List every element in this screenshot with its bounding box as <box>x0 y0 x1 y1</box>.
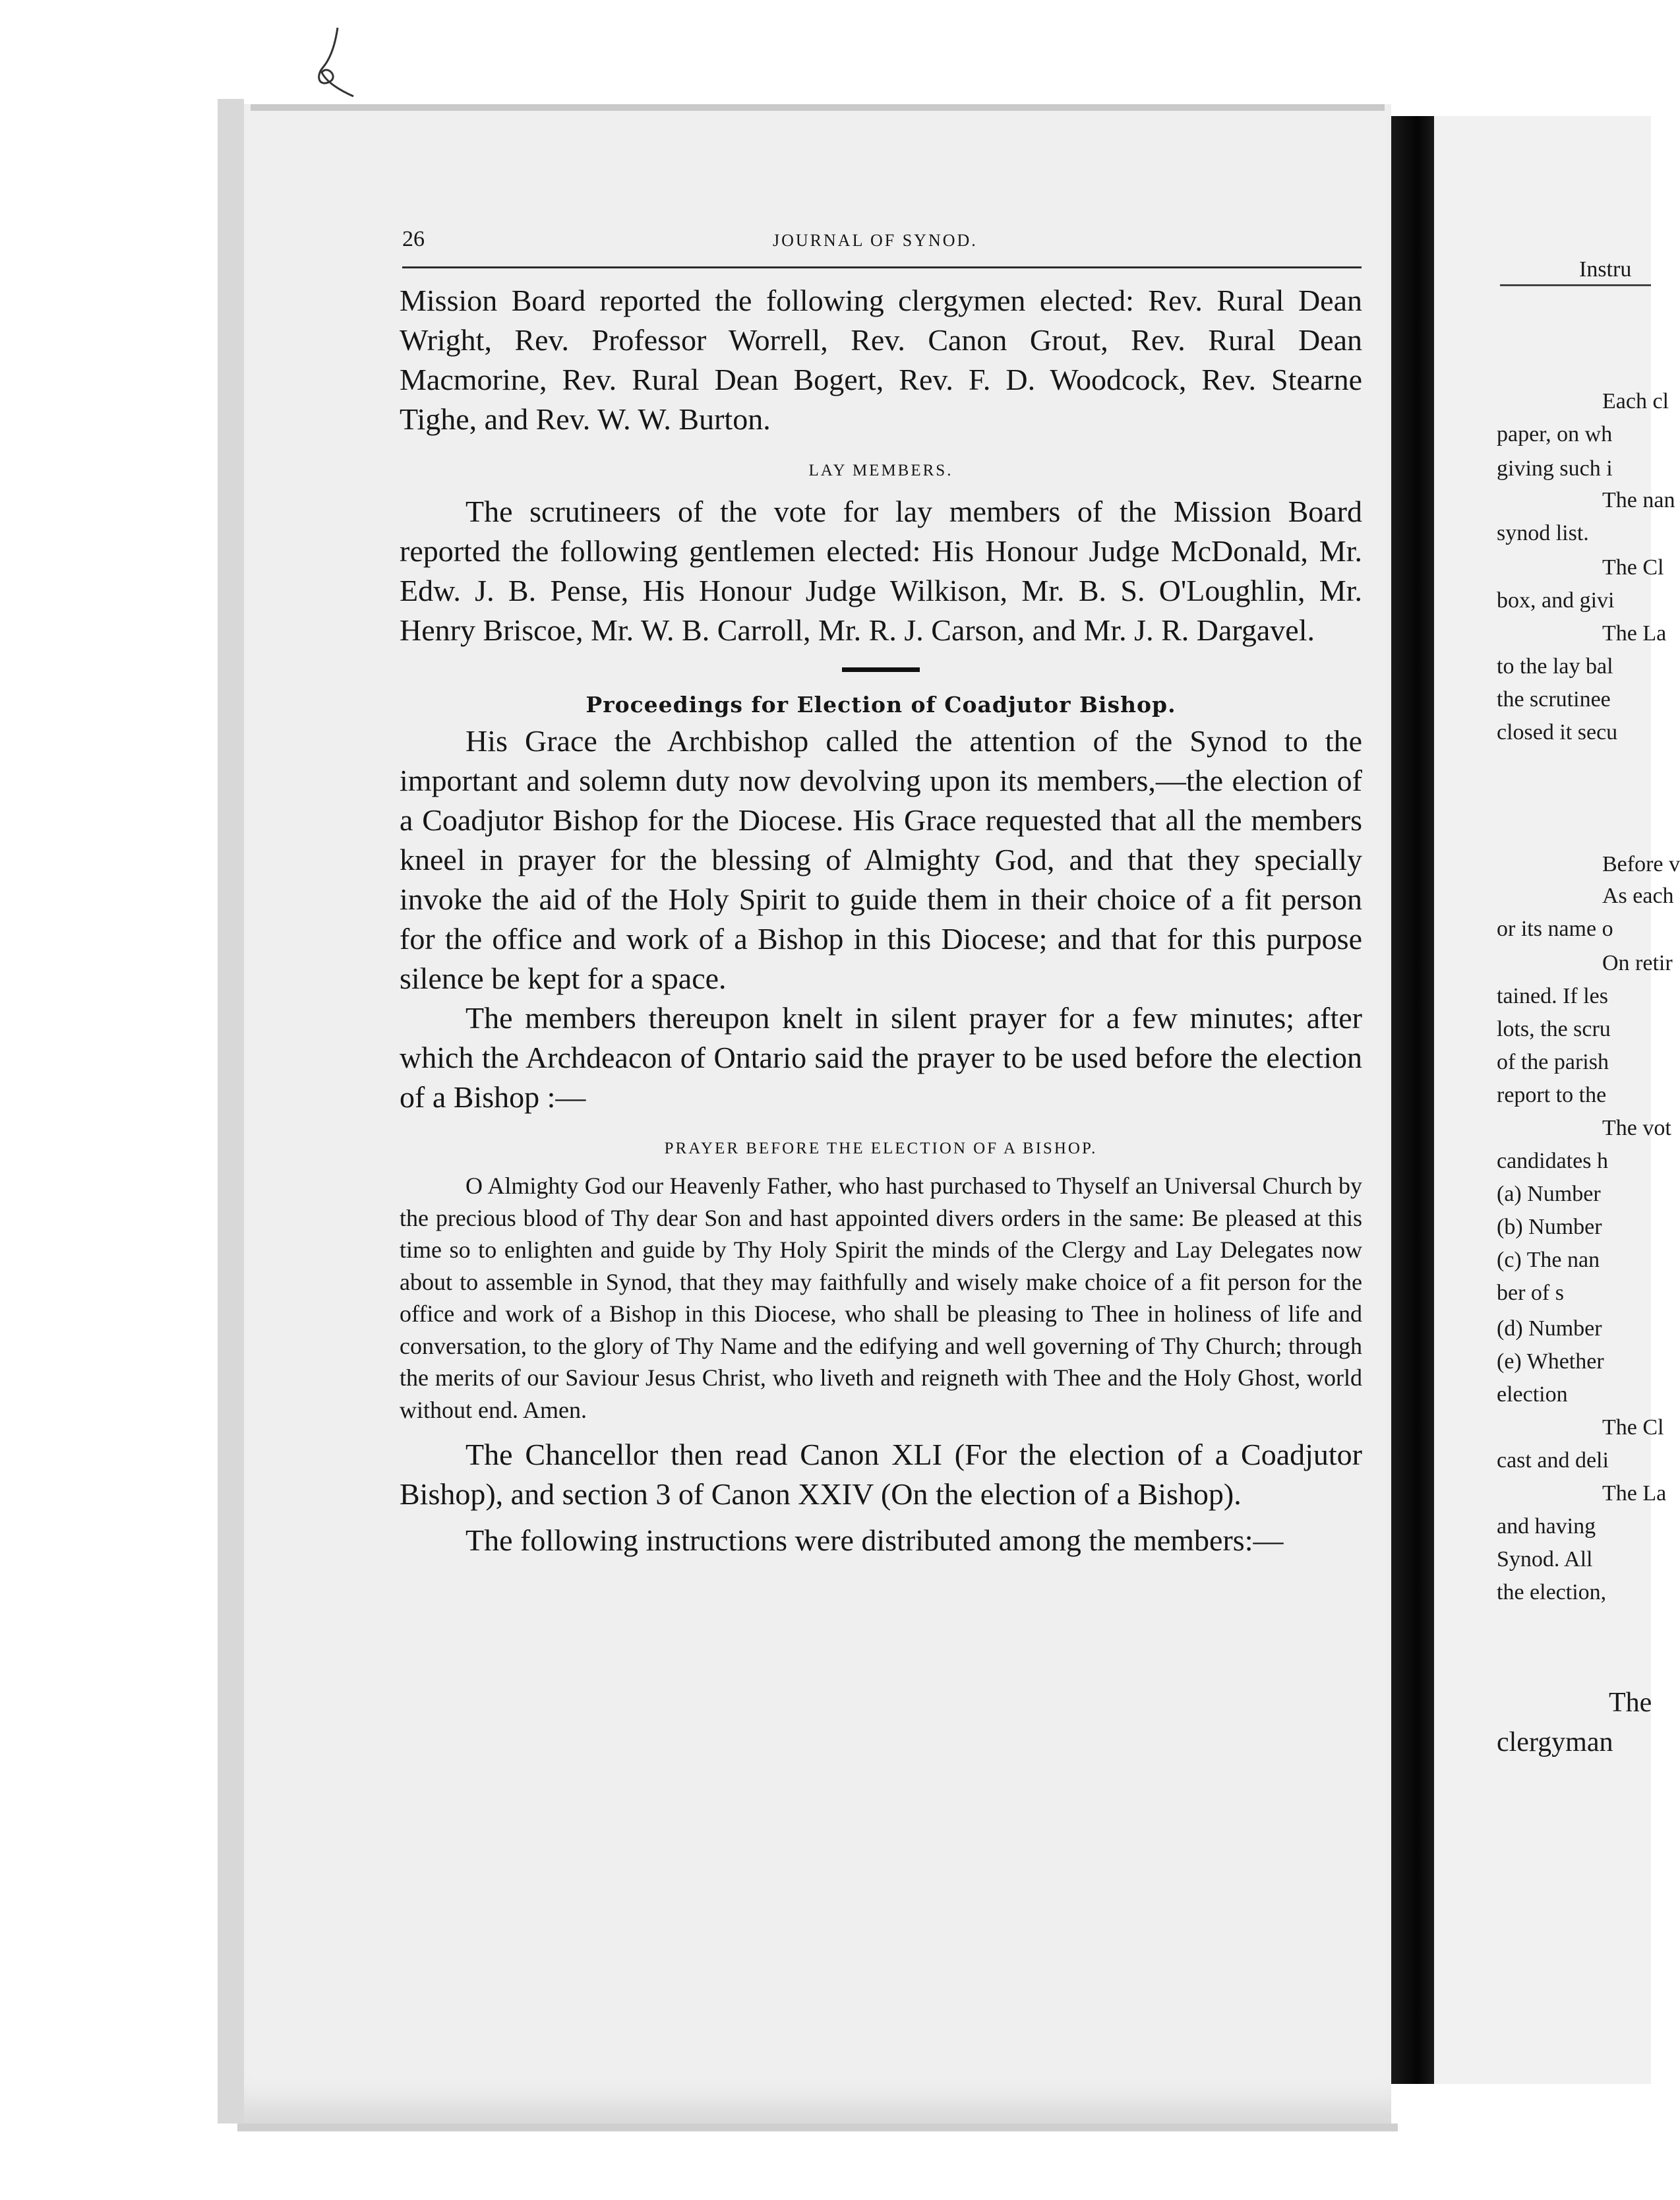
page-number: 26 <box>402 227 425 251</box>
knelt-paragraph: The members thereupon knelt in silent prayer for a few minutes; after which the Archdeacon of Ontario said the prayer to be used before the election of a Bishop :— <box>400 1001 1362 1114</box>
right-page-line: cast and deli <box>1497 1448 1609 1473</box>
right-page-line: (a) Number <box>1497 1182 1601 1206</box>
right-page-line: The La <box>1602 621 1667 646</box>
chancellor-paragraph: The Chancellor then read Canon XLI (For the election of a Coadjutor Bishop), and section 3 of Canon XXIV (On the election of a Bishop). <box>400 1438 1362 1511</box>
right-page-line: or its name o <box>1497 917 1613 941</box>
right-page-line: and having <box>1497 1514 1596 1539</box>
running-head <box>402 227 1362 253</box>
right-page-line: The Cl <box>1602 1415 1664 1440</box>
right-page-line: As each <box>1602 884 1674 908</box>
right-page-line: The nan <box>1602 488 1675 512</box>
book-gutter <box>1391 116 1434 2084</box>
right-page-rule <box>1500 284 1651 286</box>
right-page-line: report to the <box>1497 1083 1607 1107</box>
right-page-line: (d) Number <box>1497 1316 1602 1341</box>
right-page-line: tained. If les <box>1497 984 1608 1008</box>
right-page-line: (b) Number <box>1497 1215 1602 1239</box>
right-page-line: synod list. <box>1497 521 1589 545</box>
proceedings-heading: Proceedings for Election of Coadjutor Bishop. <box>585 692 1176 718</box>
right-page-line: The La <box>1602 1481 1667 1506</box>
lay-members-paragraph: The scrutineers of the vote for lay members of the Mission Board reported the following gentlemen elected: His Honour Judge McDonald, Mr. Edw. J. B. Pense, His Honour Judge Wilkison, Mr. B. S. O'Loughlin, Mr. Henry Briscoe, Mr. W. B. Carroll, Mr. R. J. Carson, and Mr. J. R. Dargavel. <box>400 495 1362 647</box>
book-cover-edge <box>218 99 244 2124</box>
right-page-line: the election, <box>1497 1580 1607 1604</box>
right-page-line: giving such i <box>1497 456 1613 481</box>
right-page-line: candidates h <box>1497 1149 1608 1173</box>
right-page-line: clergyman <box>1497 1727 1613 1757</box>
right-page-line: ber of s <box>1497 1281 1564 1305</box>
right-page-line: Before v <box>1602 852 1680 876</box>
right-page-line: the scrutinee <box>1497 687 1611 712</box>
pencil-mark <box>310 26 363 99</box>
page-bottom-edge <box>237 2124 1398 2131</box>
right-page-line: Synod. All <box>1497 1547 1593 1572</box>
mission-board-paragraph: Mission Board reported the following clergymen elected: Rev. Rural Dean Wright, Rev. Professor Worrell, Rev. Canon Grout, Rev. Rural Dean Macmorine, Rev. Rural Dean Bogert, Rev. F. D. Woodcock, Rev. Stearne Tighe, and Rev. W. W. Burton. <box>400 284 1362 436</box>
right-page-line: On retir <box>1602 951 1673 975</box>
right-page-line: Each cl <box>1602 389 1669 413</box>
prayer-heading: PRAYER BEFORE THE ELECTION OF A BISHOP. <box>664 1140 1098 1157</box>
instructions-paragraph: The following instructions were distributed among the members:— <box>465 1523 1284 1557</box>
right-page-line: The vot <box>1602 1116 1671 1140</box>
right-page-line: lots, the scru <box>1497 1017 1611 1041</box>
prayer-text: O Almighty God our Heavenly Father, who hast purchased to Thyself an Universal Church by the precious blood of Thy dear Son and hast appointed divers orders in the same: Be pleased at this time so to enlighten and guide by Thy Holy Spirit the minds of the Clergy and Lay Delegates now about to assemble in Synod, that they may faithfully and wisely make choice of a fit person for the office and work of a Bishop in this Diocese, who shall be pleasing to Thee in holiness of life and conversation, to the glory of Thy Name and the edifying and well governing of Thy Church; through the merits of our Saviour Jesus Christ, who liveth and reigneth with Thee and the Holy Ghost, world without end. Amen. <box>400 1173 1362 1423</box>
archbishop-paragraph: His Grace the Archbishop called the attention of the Synod to the important and solemn duty now devolving upon its members,—the election of a Coadjutor Bishop for the Diocese. His Grace requested that all the members kneel in prayer for the blessing of Almighty God, and that they specially invoke the aid of the Holy Spirit to guide them in their choice of a fit person for the office and work of a Bishop in this Diocese; and that for this purpose silence be kept for a space. <box>400 724 1362 995</box>
right-page-line: election <box>1497 1382 1568 1407</box>
header-rule <box>402 266 1362 268</box>
right-page-line: paper, on wh <box>1497 422 1613 446</box>
right-page-line: Instru <box>1579 257 1632 282</box>
right-page-line: box, and givi <box>1497 588 1615 613</box>
right-page-line: to the lay bal <box>1497 654 1613 679</box>
right-page <box>1434 116 1680 2084</box>
right-page-line: closed it secu <box>1497 720 1618 745</box>
right-page-line: of the parish <box>1497 1050 1609 1074</box>
page-body <box>400 281 1362 1560</box>
right-page-line: (c) The nan <box>1497 1248 1600 1272</box>
page-top-edge <box>251 104 1385 111</box>
right-page-line: (e) Whether <box>1497 1349 1604 1374</box>
journal-title: JOURNAL OF SYNOD. <box>773 231 978 250</box>
right-page-line: The <box>1609 1688 1652 1718</box>
section-divider <box>842 667 920 672</box>
right-page-line: The Cl <box>1602 555 1664 580</box>
lay-members-heading: LAY MEMBERS. <box>808 462 953 479</box>
